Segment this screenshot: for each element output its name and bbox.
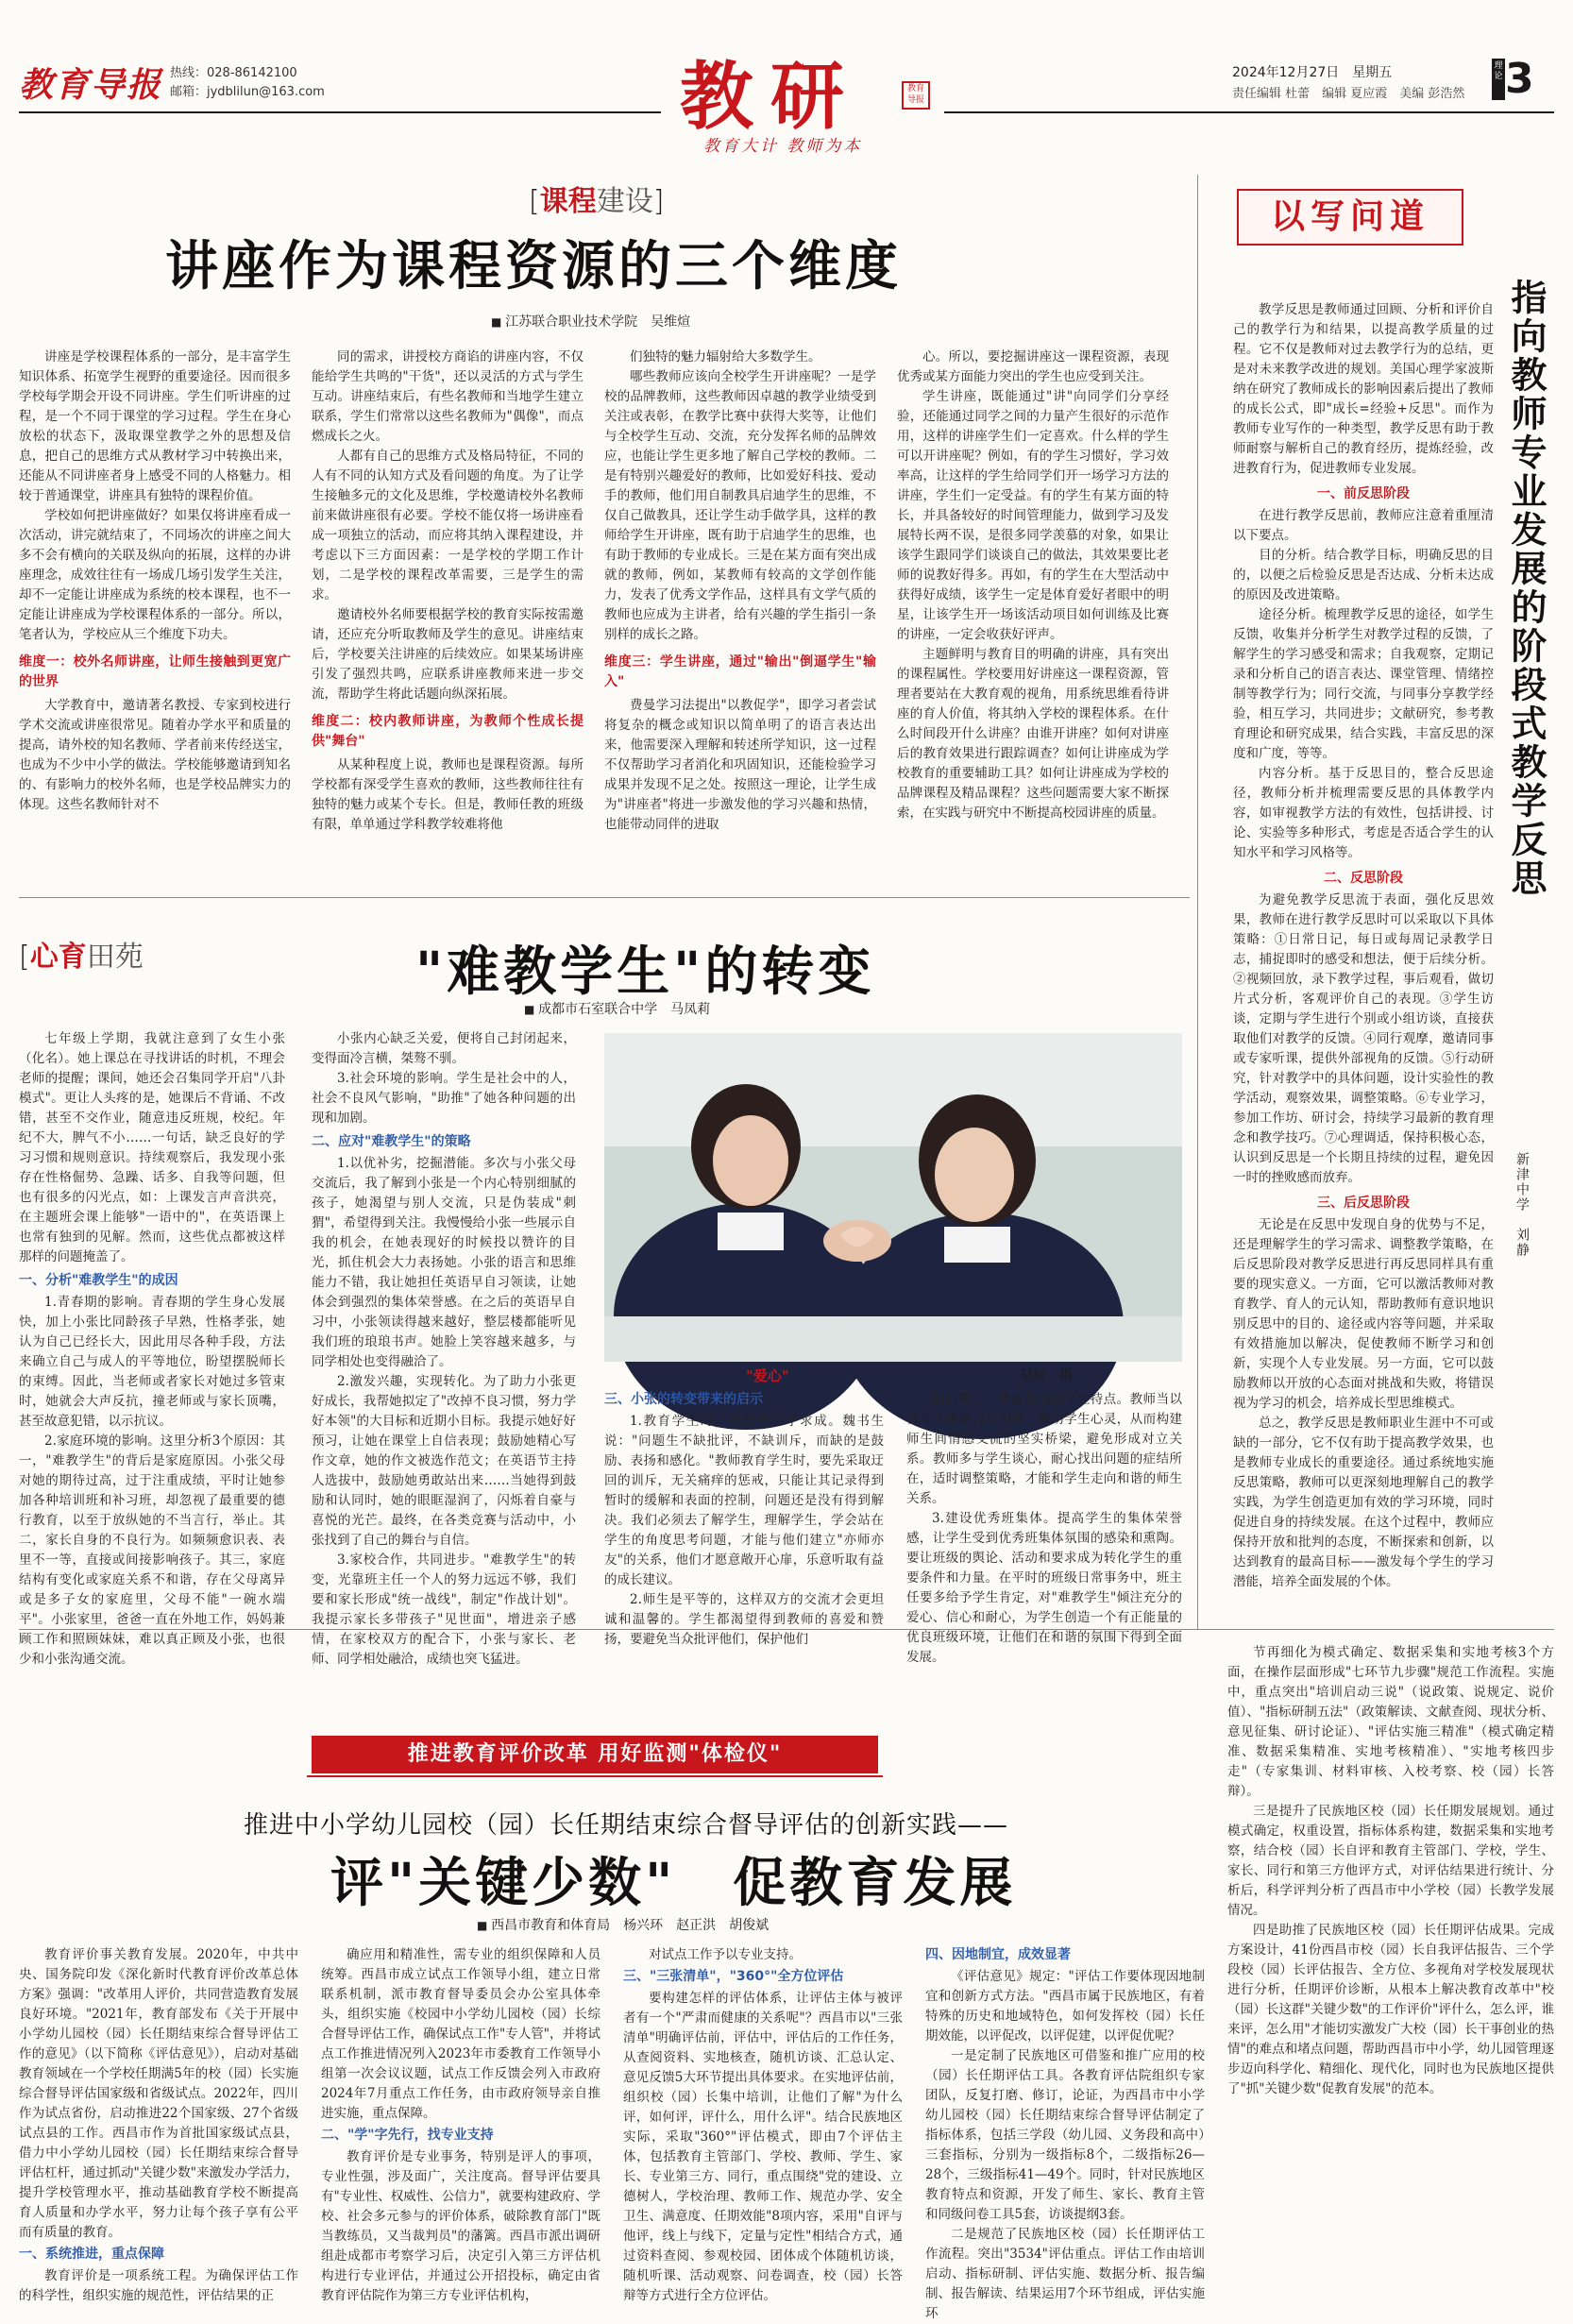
article2-section-3: 三、小张的转变带来的启示 [604,1392,763,1407]
page-section-tag: 理论 [1492,59,1505,100]
article3-subhead: 推进中小学幼儿园校（园）长任期结束综合督导评估的创新实践—— [244,1811,1009,1840]
article3-section-3: 三、"三张清单"，"360°"全方位评估 [623,1969,844,1984]
article1-column-4: 心。所以，要挖掘讲座这一课程资源，表现优秀或某方面能力突出的学生也应受到关注。 学生讲座，既能通过"讲"向同学们分享经验，还能通过同学之间的力量产生很好的示范作用，这样的讲座学生们一定喜欢。什么样的学生可以开讲座呢？例如，有的学生习惯好，学习效率高，让这样的学生给同学们开一场学习方法的讲座，学生们一定受益。有的学生有某方面的特长，并具备较好的时间管理能力，做到学习及发展特长两不误，是很多同学羡慕的对象，如果让该学生跟同学们谈谈自己的做法，其效果要比老师的说教好得多。再如，有的学生在大型活动中获得好成绩，该学生一定是体育爱好者眼中的明星，让该学生开一场该活动项目如何训练及比赛的讲座，一定会收获好评声。 主题鲜明与教育目的明确的讲座，具有突出的课程属性。学校要用好讲座这一课程资源，管理者要站在大教育观的视角，用系统思维看待讲座的育人价值，将其纳入学校的课程体系。在什么时间段开什么讲座？由谁开讲座？如何对讲座后的教育效果进行跟踪调查？如何让讲座成为学校教育的重要辅助工具？如何让讲座成为学校的品牌课程及精品课程？这些问题需要大家不断探索，在实践与研究中不断提高校园讲座的质量。 [897,349,1169,821]
article2-column-1: 七年级上学期，我就注意到了女生小张（化名）。她上课总在寻找讲话的时机，不理会老师的提醒；课间，她还会召集同学开启"八卦模式"。更让人头疼的是，她课后不背诵、不改错，甚至不交作业，随意违反班规，校纪。年纪不大，脾气不小……一句话，缺乏良好的学习习惯和规则意识。持续观察后，我发现小张存在性格倔势、急躁、话多、自我等问题，但也有很多的闪光点，如：上课发言声音洪亮，在主题班会课上能够"一语中的"，在英语课上也常有独到的见解。然而，这些优点都被这样那样的问题掩盖了。 一、分析"难教学生"的成因 1.青春期的影响。青春期的学生身心发展快，加上小张比同龄孩子早熟，性格孝张，她认为自己已经长大，因此用尽各种手段，方法来确立自己与成人的平等地位，盼望摆脱师长的束缚。因此，当老师或者家长对她过多管束时，她就会大声反抗，撞老师或与家长顶嘴，甚至故意犯错，以示抗议。 2.家庭环境的影响。这里分析3个原因：其一，"难教学生"的背后是家庭原因。小张父母对她的期待过高，过于注重成绩，平时让她参加各种培训班和补习班，却忽视了最重要的德行教育，以至于放纵她的不当言行，举止。其二，家长自身的不良行为。如频频愈识表、表里不一等，直接或间接影响孩子。其三，家庭结构有变化或家庭关系不和谐，存在父母离异或是多子女的家庭里，父母不能"一碗水端平"。小张家里，爸爸一直在外地工作，妈妈兼顾工作和照顾妹妹，难以真正顾及小张，也很少和小张沟通交流。 [19,1031,285,1667]
article2-headline: "难教学生"的转变 [415,941,875,1003]
sidebar-section-1: 一、前反思阶段 [1317,486,1410,501]
sidebar-divider [1197,175,1198,1629]
article1-column-3: 们独特的魅力辐射给大多数学生。 哪些教师应该向全校学生开讲座呢？一是学校的品牌教师，这些教师因卓越的教学业绩受到关注或表彰，在教学比赛中获得大奖等，让他们与全校学生互动、交流，充分发挥名师的品牌效应，也能让学生更多地了解自己学校的教师。二是有特别兴趣爱好的教师，比如爱好科技、爱动手的教师，他们用自制教具启迪学生的思维，不仅自己做教具，还让学生动手做学具，这样的教师给学生开讲座，既有助于启迪学生的思维，也有助于教师的专业成长。三是在某方面有突出成就的教师，例如，某教师有较高的文学创作能力，发表了优秀文学作品，这样具有文学气质的教师也应成为主讲者，给有兴趣的学生指引一条别样的成长之路。 维度三：学生讲座，通过"输出"倒逼学生"输入" 费曼学习法提出"以教促学"，即学习者尝试将复杂的概念或知识以简单明了的语言表达出来，他需要深入理解和转述所学知识，这一过程不仅帮助学习者消化和巩固知识，还能检验学习成果并发现不足之处。按照这一理论，让学生成为"讲座者"将进一步激发他的学习兴趣和热情，也能带动同伴的进取 [604,349,876,832]
article2-photo [604,1033,1182,1362]
article1-dimension-3: 维度三：学生讲座，通过"输出"倒逼学生"输入" [604,654,876,689]
article3-banner-rule [307,1775,883,1777]
article1-dimension-2: 维度二：校内教师讲座，为教师个性成长提供"舞台" [312,714,584,749]
article3-section-4: 四、因地制宜，成效显著 [925,1947,1071,1962]
sidebar-body: 教学反思是教师通过回顾、分析和评价自己的教学行为和结果，以提高教学质量的过程。它不仅是教师对过去教学行为的总结，更是对未来教学改进的规划。美国心理学家波斯纳在研究了教师成长的影响因素后提出了教师的成长公式，即"成长=经验+反思"。而作为教师专业写作的一种类型，教学反思有助于教师耐察与解析自己的教育经历，提炼经验，改进教育行为，促进教师专业发展。 一、前反思阶段 在进行教学反思前，教师应注意着重厘清以下要点。 目的分析。结合教学目标，明确反思的目的，以便之后检验反思是否达成、分析未达成的原因及改进策略。 途径分析。梳理教学反思的途径，如学生反馈，收集并分析学生对教学过程的反馈，了解学生的学习感受和需求；自我观察，定期记录和分析自己的语言表达、课堂管理、情绪控制等教学行为；同行交流，与同事分享教学经验，相互学习，共同进步；文献研究，参考教育理论和研究成果，结合实践，丰富反思的深度和广度，等等。 内容分析。基于反思目的，整合反思途径，教师分析并梳理需要反思的具体教学内容，如审视教学方法的有效性，包括讲授、讨论、实验等多种形式，考虑是否适合学生的认知水平和学习风格等。 二、反思阶段 为避免教学反思流于表面，强化反思效果，教师在进行教学反思时可以采取以下具体策略：①日常日记，每日或每周记录教学日志，捕捉即时的感受和想法，便于后续分析。②视频回放，录下教学过程，事后观看，做切片式分析，客观评价自己的表现。③学生访谈，定期与学生进行个别或小组访谈，直接获取他们对教学的反馈。④同行观摩，邀请同事或专家听课，提供外部视角的反馈。⑤行动研究，针对教学中的具体问题，设计实验性的教学活动，观察效果，调整策略。⑥专业学习，参加工作坊、研讨会，持续学习最新的教育理念和教学技巧。⑦心理调适，保持积极心态，认识到反思是一个长期且持续的过程，避免因一时的挫败感而放弃。 三、后反思阶段 无论是在反思中发现自身的优势与不足，还是理解学生的学习需求、调整教学策略，在后反思阶段对教学反思进行再反思同样具有重要的现实意义。一方面，它可以激活教师对教育教学、育人的元认知，帮助教师有意识地识别反思中的目的、途径或内容等问题，并采取有效措施加以解决，促使教师不断学习和创新，实现个人专业发展。另一方面，它可以鼓励教师以开放的心态面对挑战和失败，将错误视为学习的机会，培养成长型思维模式。 总之，教学反思是教师职业生涯中不可或缺的一部分，它不仅有助于提高教学效果，也是教师专业成长的重要途径。通过系统地实施反思策略，教师可以更深刻地理解自己的教学实践，为学生创造更加有效的学习环境，同时促进自身的持续发展。在这个过程中，教师应保持开放和批判的态度，不断探索和创新，以达到教育的最高目标——激发每个学生的学习潜能，培养全面发展的个体。 [1233,302,1494,1589]
article3-headline: 评"关键少数" 促教育发展 [330,1852,1017,1914]
masthead-logo: 教育导报 [19,65,163,105]
article2-section-2: 二、应对"难教学生"的策略 [312,1134,471,1149]
masthead-date: 2024年12月27日 星期五 [1232,65,1393,80]
masthead-editors: 责任编辑 杜蕾 编辑 夏应霞 美编 彭浩然 [1232,87,1465,101]
divider-article1 [19,897,1190,898]
article3-column-4: 四、因地制宜，成效显著 《评估意见》规定："评估工作要体现因地制宜和创新方式方法。"西昌市属于民族地区，有着特殊的历史和地域特色，如何发挥校（园）长任期效能，以评促改，以评促建，以评促优呢？ 一是定制了民族地区可借鉴和推广应用的校（园）长任期评估工具。各教育评估院组织专家团队，反复打磨、修订，论证，为西昌市中小学幼儿园校（园）长任期结束综合督导评估制定了指标体系，包括三学段（幼儿园、义务段和高中）三套指标，分别为一级指标8个，二级指标26—28个，三级指标41—49个。同时，针对民族地区教育特点和资源，开发了师生、家长、教育主管和同级问卷工具5套，访谈提纲3套。 二是规范了民族地区校（园）长任期评估工作流程。突出"3534"评估重点。评估工作由培训启动、指标研制、评估实施、数据分析、报告编制、报告解读、结果运用7个环节组成，评估实施环 [925,1947,1205,2321]
article3-column-3: 对试点工作予以专业支持。 三、"三张清单"，"360°"全方位评估 要构建怎样的评估体系，让评估主体与被评者有一个"严肃而健康的关系呢"？西昌市以"三张清单"明确评估前，评估中，评估后的工作任务，从查阅资料、实地核查，随机访谈、汇总认定、意见反馈5大环节提出具体要求。在实地评估前，组织校（园）长集中培训，让他们了解"为什么评，如何评，评什么，用什么评"。结合民族地区实际，采取"360°"评估模式，即由7个评估主体，包括教育主管部门、学校、教师、学生、家长、专业第三方、同行，重点围绕"党的建设、立德树人，学校治理、教师工作、规范办学、安全卫生、满意度、任期效能"8项内容，采用"自评与他评，线上与线下，定量与定性"相结合方式，通过资料查阅、参观校园、团体成个体随机访谈，随机听课、活动观察、问卷调查，校（园）长答辩等方式进行全方位评估。 [623,1947,903,2303]
masthead-hotline: 热线：028-86142100 [170,66,297,80]
masthead-seal: 教育导报 [902,81,930,110]
page-number: 3 [1505,55,1534,103]
article2-column-3: 三、小张的转变带来的启示 1.教育学生时，不过于急于求成。魏书生说："问题生不缺批评，不缺训斥，而缺的是鼓励、表扬和感化。"教师教育学生时，要先采取迂回的训斥，无关痛痒的惩戒，只能让其记录得到暂时的缓解和表面的控制，问题还是没有得到解决。我们必须去了解学生，理解学生，学会站在学生的角度思考问题，才能与他们建立"亦师亦友"的关系，他们才愿意敞开心扉，乐意听取有益的成长建议。 2.师生是平等的，这样双方的交流才会更坦诚和温馨的。学生都渴望得到教师的喜爱和赞扬，要避免当众批评他们，保护他们 [604,1392,884,1647]
article1-section-label: [课程建设] [529,185,665,218]
sidebar-label: 以写问道 [1237,189,1463,246]
masthead-email: 邮箱：jydblilun@163.com [170,85,325,99]
article2-column-4: 的自尊心，尊重他们的个性特点。教师当以自身人格魅力为引领，触动学生心灵，从而构建师生间情感交流的坚实桥梁，避免形成对立关系。教师多与学生谈心，耐心找出问题的症结所在，适时调整策略，才能和学生走向和谐的师生关系。 3.建设优秀班集体。提高学生的集体荣誉感，让学生受到优秀班集体氛围的感染和熏陶。要让班级的舆论、活动和要求成为转化学生的重要条件和力量。在平时的班级日常事务中，班主任要多给予学生肯定，对"难教学生"倾注充分的爱心、信心和耐心，为学生创造一个有正能量的优良班级环境，让他们在和谐的氛围下得到全面发展。 [906,1392,1182,1665]
sidebar-title: 指向教师专业发展的阶段式教学反思 [1505,279,1548,898]
photo-caption-credit: 星辰 摄 [1020,1368,1073,1383]
masthead-title: 教研 [680,54,862,140]
article2-section-label: [心育田苑 [19,941,144,974]
article2-section-1: 一、分析"难教学生"的成因 [19,1273,178,1288]
article1-headline: 讲座作为课程资源的三个维度 [165,235,902,297]
article2-byline: ■ 成都市石室联合中学 马凤莉 [524,999,710,1018]
article3-section-1: 一、系统推进，重点保障 [19,2247,164,2262]
article2-column-2: 小张内心缺乏关爱，便将自己封闭起来，变得面冷言横，桀骜不驯。 3.社会环境的影响。学生是社会中的人，社会不良风气影响，"助推"了她各种问题的出现和加剧。 二、应对"难教学生"的策略 1.以优补劣，挖掘潜能。多次与小张父母交流后，我了解到小张是一个内心特别细腻的孩子，她渴望与别人交流，只是伪装成"刺猬"，希望得到关注。我慢慢给小张一些展示自我的机会，在她表现好的时候投以赞许的目光，抓住机会大力表扬她。小张的语言和思维能力不错，我让她担任英语早自习领读，让她体会到强烈的集体荣誉感。在之后的英语早自习中，小张领读得越来越好，整层楼都能听见我们班的琅琅书声。她脸上笑容越来越多，与同学相处也变得融洽了。 2.激发兴趣，实现转化。为了助力小张更好成长，我帮她拟定了"改掉不良习惯，努力学好本领"的大目标和近期小目标。我提示她好好预习，让她在课堂上自信表现；鼓励她精心写作文章，她的作文被选作范文；在英语节主持人选拔中，鼓励她勇敢站出来……当她得到鼓励和认同时，她的眼眶湿润了，闪烁着自豪与喜悦的光芒。最终，在各类竞赛与活动中，小张找到了自己的舞台与自信。 3.家校合作，共同进步。"难教学生"的转变，光靠班主任一个人的努力远远不够，我们要和家长形成"统一战线"，制定"作战计划"。我提示家长多带孩子"见世面"，增进亲子感情，在家校双方的配合下，小张与家长、老师、同学相处融洽，成绩也突飞猛进。 [312,1031,576,1667]
article1-byline: ■ 江苏联合职业技术学院 吴维煊 [491,312,690,331]
divider-article3 [19,1629,1554,1630]
article3-section-2: 二、"学"字先行，找专业支持 [321,2128,494,2143]
article1-column-2: 同的需求，讲授校方商谄的讲座内容，不仅能给学生共鸣的"干货"，还以灵活的方式与学生互动。讲座结束后，有些名教师和当地学生建立联系，学生们常常以这些名教师为"偶像"，而点燃成长之火。 人都有自己的思维方式及格局特征，不同的人有不同的认知方式及看问题的角度。为了让学生接触多元的文化及思维，学校邀请校外名教师前来做讲座很有必要。学校不能仅将一场讲座看成一项独立的活动，而应将其纳入课程建设，并考虑以下三方面因素：一是学校的学期工作计划，二是学校的课程改革需要，三是学生的需求。 邀请校外名师要根据学校的教育实际按需邀请，还应充分听取教师及学生的意见。讲座结束后，学校要关注讲座的后续效应。如果某场讲座引发了强烈共鸣，应联系讲座教师来进一步交流，帮助学生将此话题向纵深拓展。 维度二：校内教师讲座，为教师个性成长提供"舞台" 从某种程度上说，教师也是课程资源。每所学校都有深受学生喜欢的教师，这些教师往往有独特的魅力或某个专长。但是，教师任教的班级有限，单单通过学科教学较难将他 [312,349,584,832]
sidebar-section-2: 二、反思阶段 [1324,871,1403,886]
students-photo-illustration [604,1033,1182,1362]
article3-byline: ■ 西昌市教育和体育局 杨兴环 赵正洪 胡俊斌 [477,1915,769,1934]
masthead-rule-left [19,111,661,113]
article1-dimension-1: 维度一：校外名师讲座，让师生接触到更宽广的世界 [19,654,291,689]
masthead-slogan: 教育大计 教师为本 [703,137,863,156]
article3-column-2: 确应用和精准性，需专业的组织保障和人员统筹。西昌市成立试点工作领导小组，建立日常联系机制，派市教育督导委员会办公室具体牵头，组织实施《校园中小学幼儿园校（园）长综合督导评估工作，确保试点工作"专人管"，并将试点工作推进情况列入2023年市委教育工作领导小组第一次会议议题，试点工作反馈会列入市政府2024年7月重点工作任务，由市政府领导亲自推进实施，重点保障。 二、"学"字先行，找专业支持 教育评价是专业事务，特别是评人的事项，专业性强，涉及面广，关注度高。督导评估要具有"专业性、权威性、公信力"，就要构建政府、学校、社会多元参与的评价体系，破除教育部门"既当教练员，又当裁判员"的藩篱。西昌市派出调研组赴成都市考察学习后，决定引入第三方评估机构进行专业评估，并通过公开招投标，确定由省教育评估院作为第三方专业评估机构， [321,1947,600,2303]
article3-column-1: 教育评价事关教育发展。2020年，中共中央、国务院印发《深化新时代教育评价改革总体方案》强调："改革用人评价，共同营造教育发展良好环境。"2021年，教育部发布《关于开展中小学幼儿园校（园）长任期结束综合督导评估工作的意见》（以下简称《评估意见》），启动对基础教育领域在一个学校任期满5年的校（园）长实施综合督导评估国家级和省级试点。2022年，四川作为试点省份，启动推进22个国家级、27个省级试点县的工作。西昌市作为首批国家级试点县，借力中小学幼儿园校（园）长任期结束综合督导评估杠杆，通过抓动"关键少数"来激发办学活力，提升学校管理水平，推动基础教育学校不断提高育人质量和办学水平，努力让每个孩子享有公平而有质量的教育。 一、系统推进，重点保障 教育评价是一项系统工程。为确保评估工作的科学性，组织实施的规范性，评估结果的正 [19,1947,298,2303]
masthead-rule-right [944,111,1554,113]
photo-caption-title: "爱心" [746,1367,789,1384]
sidebar-byline: 新津中学 刘静 [1514,1152,1530,1258]
masthead-contact [170,64,325,102]
article3-column-5: 节再细化为模式确定、数据采集和实地考核3个方面，在操作层面形成"七环节九步骤"规范工作流程。实施中，重点突出"培训启动三说"（说政策、说规定、说价值）、"指标研制五法"（政策解读、文献查阅、现状分析、意见征集、研讨论证）、"评估实施三精准"（模式确定精准、数据采集精准、实地考核精准）、"实地考核四步走"（专家集训、材料审核、入校考察、校（园）长答辩）。 三是提升了民族地区校（园）长任期发展规划。通过模式确定，权重设置，指标体系构建，数据采集和实地考察，结合校（园）长自评和教育主管部门、学校，学生、家长、同行和第三方他评方式，对评估结果进行统计、分析后，科学评判分析了西昌市中小学校（园）长教学发展情况。 四是助推了民族地区校（园）长任期评估成果。完成方案设计，41份西昌市校（园）长自我评估报告、三个学段校（园）长评估报告、全方位、多视角对学校发展现状进行分析，任期评价诊断，从根本上解决教育改革中"校（园）长这群"关键少数"的工作评价"评什么，怎么评，谁来评，怎么用"才能切实激发广大校（园）长干事创业的热情"的难点和堵点问题，帮助西昌市中小学，幼儿园管理逐步迈向科学化、精细化、现代化，同时也为民族地区提供了"抓"关键少数"促教育发展"的范本。 [1227,1645,1554,2096]
article3-banner: 推进教育评价改革 用好监测"体检仪" [312,1736,878,1773]
article1-column-1: 讲座是学校课程体系的一部分，是丰富学生知识体系、拓宽学生视野的重要途径。因而很多学校每学期会开设不同讲座。学生们听讲座的过程，是一个不同于课堂的学习过程。学生在身心放松的状态下，汲取课堂教学之外的思想及信息，把自己的思维方式从教材学习中转换出来，还能从不同讲座者身上感受不同的人格魅力。相较于普通课堂，讲座具有独特的课程价值。 学校如何把讲座做好？如果仅将讲座看成一次活动，讲完就结束了，不同场次的讲座之间大多不会有横向的关联及纵向的拓展，这样的办讲座理念，成效往往有一场成几场引发学生关注，却不一定能让讲座成为系统的校本课程，也不一定能让讲座成为学校课程体系的一部分。所以，笔者认为，学校应从三个维度下功夫。 维度一：校外名师讲座，让师生接触到更宽广的世界 大学教育中，邀请著名教授、专家到校进行学术交流或讲座很常见。随着办学水平和质量的提高，请外校的知名教师、学者前来传经送宝，也成为不少中小学的做法。学校能够邀请到知名的、有影响力的校外名师，也是学校品牌实力的体现。这些名教师针对不 [19,349,291,812]
sidebar-section-3: 三、后反思阶段 [1317,1196,1410,1211]
